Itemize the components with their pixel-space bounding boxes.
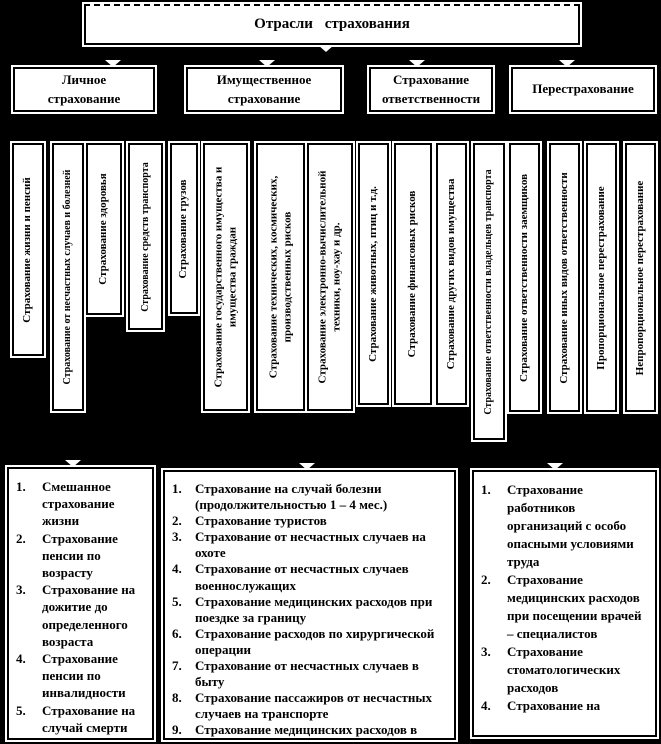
vertical-box-label: Непропорциональное перестрахование (633, 180, 646, 375)
list-life-insurance (7, 467, 154, 740)
vertical-box-computer-equipment (307, 143, 353, 411)
vertical-box-transport-owners-liability (473, 143, 505, 440)
list-item: 3. Страхование на дожитие до определенного возраста (16, 582, 136, 649)
list-item: 9. Страхование медицинских расходов в (172, 722, 418, 738)
title-box (84, 4, 580, 45)
list-item: 4. Страхование от несчастных случаев военнослужащих (172, 561, 409, 593)
vertical-box-financial-risks (394, 143, 432, 405)
vertical-box-label: Страхование ответственности заемщиков (517, 173, 530, 382)
list-item: 4. Страхование пенсии по инвалидности (16, 651, 126, 701)
arrow-down-icon (409, 60, 425, 67)
vertical-box-cargo (170, 143, 198, 314)
numbered-list (16, 478, 147, 736)
arrow-down-icon (559, 60, 575, 67)
list-item: 1. Смешанное страхование жизни (16, 479, 115, 529)
list-item: 2. Страхование медицинских расходов при посещении врачей – специалистов (481, 572, 642, 641)
numbered-list (481, 481, 650, 715)
vertical-box-life-pension (12, 143, 44, 356)
branch-label: Личное страхование (47, 71, 121, 106)
vertical-box-label: Страхование финансовых рисков (406, 190, 419, 358)
arrow-down-icon (65, 460, 81, 467)
list-item: 5. Страхование на случай смерти (16, 702, 136, 735)
page-title: Отрасли страхования (254, 16, 410, 32)
list-item: 3. Страхование стоматологических расходов (481, 644, 621, 695)
vertical-box-label: Страхование иных видов ответственности (557, 171, 570, 384)
vertical-box-technical-risks (256, 143, 305, 411)
list-item: 8. Страхование пассажиров от несчастных случаев на транспорте (172, 690, 432, 722)
vertical-box-label: Страхование жизни и пенсий (21, 176, 34, 323)
branch-label: Перестрахование (532, 81, 634, 97)
list-item: 6. Страхование расходов по хирургической операции (172, 625, 435, 657)
list-item: 5. Страхование медицинских расходов при поездке за границу (172, 593, 433, 625)
branch-reinsurance (511, 67, 655, 112)
vertical-box-label: Страхование электронно-вычислительной техники, ноу-хау и др. (316, 170, 342, 384)
arrow-down-icon (318, 45, 334, 52)
list-medical-insurance (472, 470, 657, 737)
vertical-box-animals (358, 143, 389, 405)
arrow-down-icon (299, 463, 315, 470)
vertical-box-proportional-reinsurance (586, 143, 617, 412)
list-item: 1. Страхование на случай болезни (продолжительностью 1 – 4 мес.) (172, 481, 388, 513)
vertical-box-label: Страхование здоровья (97, 173, 110, 285)
vertical-box-label: Страхование ответственности владельцев транспорта (482, 168, 494, 415)
vertical-box-label: Страхование животных, птиц и т.д. (366, 186, 379, 362)
arrow-down-icon (259, 60, 275, 67)
vertical-box-accidents-illness (52, 143, 84, 411)
vertical-box-label: Страхование грузов (177, 179, 190, 278)
numbered-list (172, 481, 449, 739)
vertical-box-other-liability (549, 143, 580, 412)
arrow-down-icon (547, 463, 563, 470)
list-accident-insurance (163, 470, 456, 740)
vertical-box-other-property (436, 143, 467, 405)
branch-property-insurance (186, 67, 342, 112)
list-item: 3. Страхование от несчастных случаев на охоте (172, 529, 426, 561)
vertical-box-label: Страхование государственного имущества и имущества граждан (211, 166, 238, 388)
branch-personal-insurance (13, 67, 155, 112)
vertical-box-borrowers-liability (509, 143, 540, 412)
vertical-box-label: Страхование технических, космических, производственных рисков (266, 175, 293, 379)
list-item: 2. Страхование туристов (172, 513, 327, 529)
branch-liability-insurance (369, 67, 493, 112)
arrow-down-icon (105, 60, 121, 67)
list-item: 1. Страхование работников организаций с особо опасными условиями труда (481, 482, 634, 569)
vertical-box-state-property (203, 143, 248, 411)
list-item: 2. Страхование пенсии по возрасту (16, 530, 118, 581)
list-item: 7. Страхование от несчастных случаев в быту (172, 658, 419, 690)
branch-label: Имущественное страхование (216, 71, 312, 106)
vertical-box-health (86, 143, 122, 315)
branch-label: Страхование ответственности (381, 71, 481, 106)
vertical-box-transport-means (128, 143, 163, 330)
vertical-box-nonproportional-reinsurance (625, 143, 656, 412)
vertical-box-label: Пропорциональное перестрахование (594, 185, 607, 370)
vertical-box-label: Страхование средств транспорта (139, 161, 151, 312)
vertical-box-label: Страхование других видов имущества (444, 178, 457, 370)
list-item: 4. Страхование на (481, 698, 601, 713)
vertical-box-label: Страхование от несчастных случаев и болезней (61, 169, 73, 385)
